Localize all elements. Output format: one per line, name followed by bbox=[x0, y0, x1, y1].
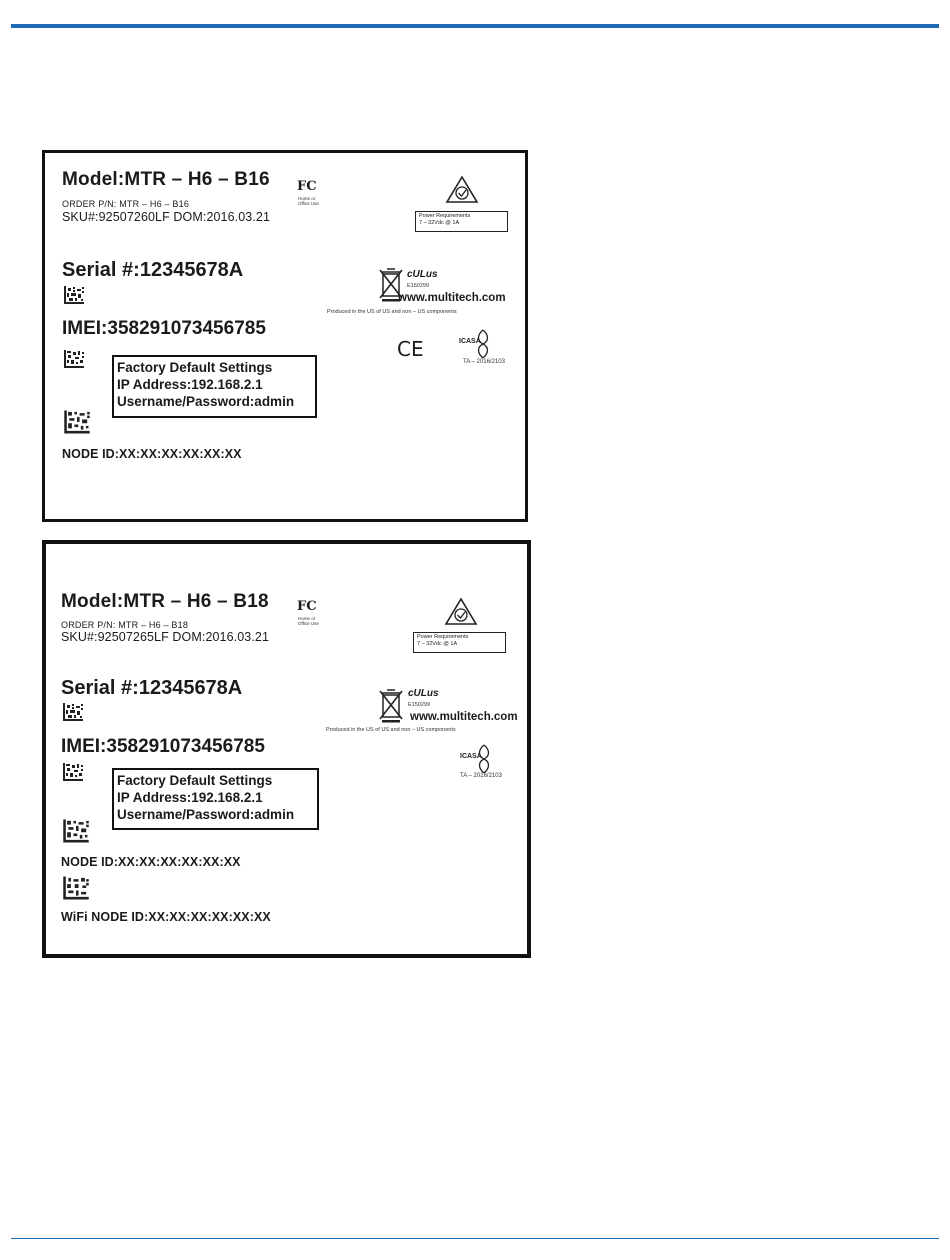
produced-text: Produced in the US of US and non – US components bbox=[326, 727, 456, 733]
node-id-text: NODE ID:XX:XX:XX:XX:XX:XX bbox=[62, 447, 242, 461]
wifi-node-datamatrix-icon bbox=[62, 875, 90, 901]
ce-mark: CE bbox=[397, 337, 424, 361]
order-pn-text: ORDER P/N: MTR – H6 – B16 bbox=[62, 199, 190, 209]
bottom-rule bbox=[11, 1238, 939, 1239]
website-text: www.multitech.com bbox=[398, 292, 506, 304]
imei-text: IMEI:358291073456785 bbox=[62, 318, 266, 339]
serial-text: Serial #:12345678A bbox=[61, 677, 243, 699]
order-pn-text: ORDER P/N: MTR – H6 – B18 bbox=[61, 620, 189, 630]
ta-number: TA – 2016/2103 bbox=[463, 359, 505, 365]
factory-title: Factory Default Settings bbox=[117, 360, 273, 375]
ul-number: E150299 bbox=[408, 702, 431, 708]
website-text: www.multitech.com bbox=[410, 711, 518, 723]
ta-number: TA – 2016/2103 bbox=[460, 773, 502, 779]
factory-credentials: Username/Password:admin bbox=[117, 394, 295, 409]
factory-default-settings-box bbox=[112, 355, 317, 418]
produced-text: Produced in the US of US and non – US components bbox=[327, 309, 457, 315]
rcm-compliance-icon bbox=[445, 175, 479, 205]
model-text: Model:MTR – H6 – B16 bbox=[62, 169, 270, 190]
fcc-mark: FC bbox=[297, 179, 317, 194]
product-label-b18 bbox=[42, 540, 531, 958]
sku-dom-text: SKU#:92507265LF DOM:2016.03.21 bbox=[61, 630, 269, 644]
imei-text: IMEI:358291073456785 bbox=[61, 736, 265, 757]
power-requirements-box bbox=[415, 211, 508, 232]
power-title: Power Requirements bbox=[419, 213, 471, 219]
factory-title: Factory Default Settings bbox=[117, 773, 273, 788]
node-id-text: NODE ID:XX:XX:XX:XX:XX:XX bbox=[61, 855, 241, 869]
imei-datamatrix-icon bbox=[62, 762, 84, 782]
serial-datamatrix-icon bbox=[62, 702, 84, 722]
icasa-mark: ICASA bbox=[460, 753, 482, 760]
node-datamatrix-icon bbox=[62, 818, 90, 844]
factory-ip-address: IP Address:192.168.2.1 bbox=[117, 377, 263, 392]
ul-number: E150299 bbox=[407, 283, 430, 289]
wifi-node-id-text: WiFi NODE ID:XX:XX:XX:XX:XX:XX bbox=[61, 910, 271, 924]
fcc-subtext: Home or Office Use bbox=[298, 196, 319, 206]
sku-dom-text: SKU#:92507260LF DOM:2016.03.21 bbox=[62, 210, 270, 224]
imei-datamatrix-icon bbox=[63, 349, 85, 369]
factory-ip-address: IP Address:192.168.2.1 bbox=[117, 790, 263, 805]
node-datamatrix-icon bbox=[63, 409, 91, 435]
serial-datamatrix-icon bbox=[63, 285, 85, 305]
fcc-subtext: Home or Office Use bbox=[298, 616, 319, 626]
product-label-b16 bbox=[42, 150, 528, 522]
fcc-mark: FC bbox=[297, 599, 317, 614]
power-requirements-box bbox=[413, 632, 506, 653]
icasa-mark: ICASA bbox=[459, 338, 481, 345]
ul-listing-mark: cULus bbox=[407, 269, 438, 280]
serial-text: Serial #:12345678A bbox=[62, 259, 244, 281]
power-value: 7 – 32Vdc @ 1A bbox=[417, 641, 458, 647]
top-rule bbox=[11, 24, 939, 28]
factory-credentials: Username/Password:admin bbox=[117, 807, 295, 822]
model-text: Model:MTR – H6 – B18 bbox=[61, 591, 269, 612]
power-title: Power Requirements bbox=[417, 634, 469, 640]
ul-listing-mark: cULus bbox=[408, 688, 439, 699]
factory-default-settings-box bbox=[112, 768, 319, 830]
weee-bin-icon bbox=[378, 687, 404, 723]
rcm-compliance-icon bbox=[444, 597, 478, 627]
power-value: 7 – 32Vdc @ 1A bbox=[419, 220, 460, 226]
